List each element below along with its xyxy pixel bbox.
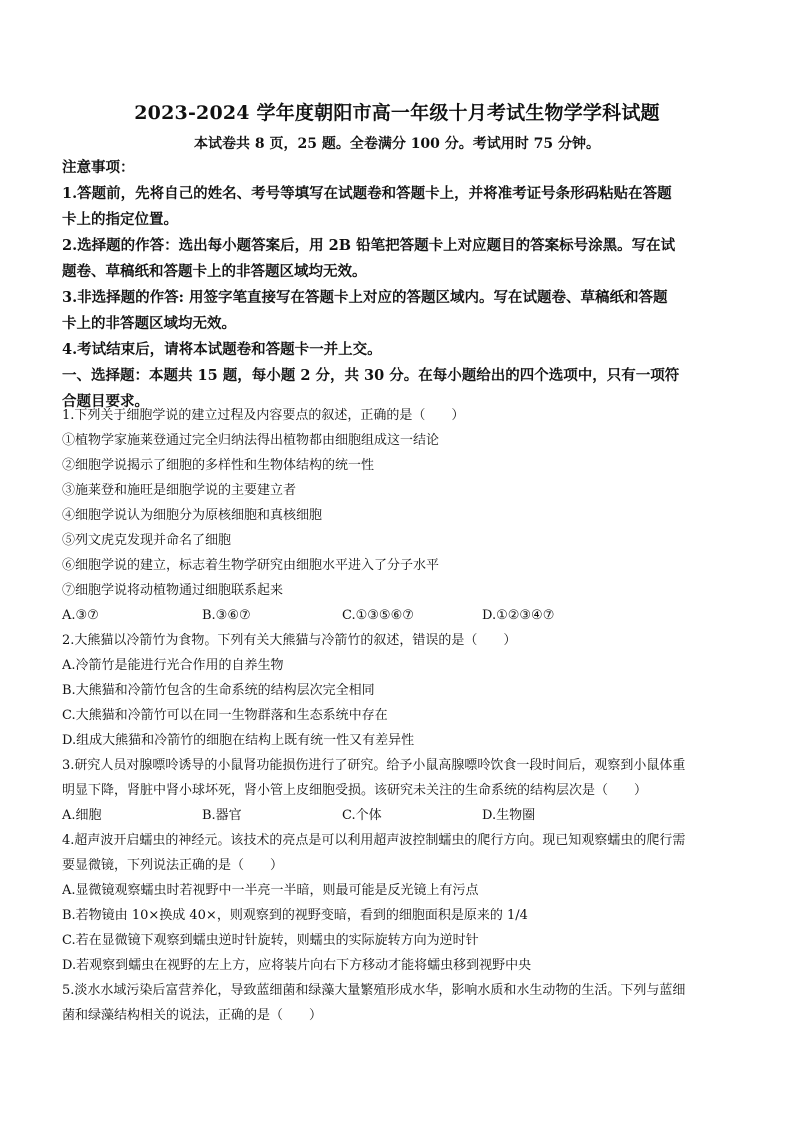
option-a: A.冷箭竹是能进行光合作用的自养生物 — [62, 658, 284, 673]
option-b: B.器官 — [202, 808, 242, 823]
option-c: C.若在显微镜下观察到蠕虫逆时针旋转，则蠕虫的实际旋转方向为逆时针 — [62, 933, 479, 948]
statement-item: ⑥细胞学说的建立，标志着生物学研究由细胞水平进入了分子水平 — [62, 558, 440, 573]
option-d: D.生物圈 — [482, 808, 536, 823]
question-stem: 3.研究人员对腺嘌呤诱导的小鼠肾功能损伤进行了研究。给予小鼠高腺嘌呤饮食一段时间后，观察到小鼠体重 — [62, 758, 686, 773]
option-a: A.显微镜观察蠕虫时若视野中一半亮一半暗，则最可能是反光镜上有污点 — [62, 883, 479, 898]
option-d: D.组成大熊猫和冷箭竹的细胞在结构上既有统一性又有差异性 — [62, 733, 415, 748]
option-d: D.若观察到蠕虫在视野的左上方，应将装片向右下方移动才能将蠕虫移到视野中央 — [62, 958, 532, 973]
question-stem: 明显下降，肾脏中肾小球坏死，肾小管上皮细胞受损。该研究未关注的生命系统的结构层次是（ ） — [62, 783, 648, 798]
notice-heading: 注意事项： — [62, 159, 135, 176]
option-c: C.①③⑤⑥⑦ — [342, 608, 414, 623]
notice-line: 4.考试结束后，请将本试题卷和答题卡一并上交。 — [62, 341, 382, 358]
question-stem: 1.下列关于细胞学说的建立过程及内容要点的叙述，正确的是（ ） — [62, 408, 465, 423]
statement-item: ②细胞学说揭示了细胞的多样性和生物体结构的统一性 — [62, 458, 375, 473]
option-d: D.①②③④⑦ — [482, 608, 555, 623]
statement-item: ④细胞学说认为细胞分为原核细胞和真核细胞 — [62, 508, 323, 523]
statement-item: ⑤列文虎克发现并命名了细胞 — [62, 533, 232, 548]
statement-item: ①植物学家施莱登通过完全归纳法得出植物都由细胞组成这一结论 — [62, 433, 440, 448]
option-b: B.③⑥⑦ — [202, 608, 251, 623]
answer-options — [62, 603, 738, 628]
option-c: C.大熊猫和冷箭竹可以在同一生物群落和生态系统中存在 — [62, 708, 388, 723]
exam-subtitle: 本试卷共 8 页，25 题。全卷满分 100 分。考试用时 75 分钟。 — [193, 136, 601, 152]
question-stem: 2.大熊猫以冷箭竹为食物。下列有关大熊猫与冷箭竹的叙述，错误的是（ ） — [62, 633, 517, 648]
option-b: B.大熊猫和冷箭竹包含的生命系统的结构层次完全相同 — [62, 683, 375, 698]
question-stem: 5.淡水水域污染后富营养化，导致蓝细菌和绿藻大量繁殖形成水华，影响水质和水生动物的生活。下列与蓝细 — [62, 983, 686, 998]
notice-line: 3.非选择题的作答: 用签字笔直接写在答题卡上对应的答题区域内。写在试题卷、草稿纸和答题 — [62, 289, 668, 306]
question-stem: 菌和绿藻结构相关的说法，正确的是（ ） — [62, 1008, 323, 1023]
notice-line: 1.答题前，先将自己的姓名、考号等填写在试题卷和答题卡上，并将准考证号条形码粘贴在答题 — [62, 185, 672, 202]
section-heading: 一、选择题：本题共 15 题，每小题 2 分，共 30 分。在每小题给出的四个选项中，只有一项符 — [62, 367, 680, 384]
option-b: B.若物镜由 10×换成 40×，则观察到的视野变暗，看到的细胞面积是原来的 1/4 — [62, 908, 528, 923]
statement-item: ③施莱登和施旺是细胞学说的主要建立者 — [62, 483, 297, 498]
notice-line: 卡上的非答题区域均无效。 — [62, 315, 236, 332]
exam-title: 2023-2024 学年度朝阳市高一年级十月考试生物学学科试题 — [134, 102, 660, 124]
answer-options — [62, 803, 738, 828]
question-1 — [62, 403, 738, 1028]
option-a: A.③⑦ — [62, 608, 99, 623]
notice-line: 题卷、草稿纸和答题卡上的非答题区域均无效。 — [62, 263, 367, 280]
notice-line: 2.选择题的作答：选出每小题答案后，用 2B 铅笔把答题卡上对应题目的答案标号涂黑。写在试 — [62, 237, 676, 254]
question-stem: 要显微镜，下列说法正确的是（ ） — [62, 858, 284, 873]
statement-item: ⑦细胞学说将动植物通过细胞联系起来 — [62, 583, 284, 598]
option-a: A.细胞 — [62, 808, 102, 823]
notice-section — [62, 155, 738, 415]
section-heading: 合题目要求。 — [62, 393, 149, 410]
option-c: C.个体 — [342, 808, 382, 823]
question-stem: 4.超声波开启蠕虫的神经元。该技术的亮点是可以利用超声波控制蠕虫的爬行方向。现已知观察蠕虫的爬行需 — [62, 833, 686, 848]
notice-line: 卡上的指定位置。 — [62, 211, 178, 228]
